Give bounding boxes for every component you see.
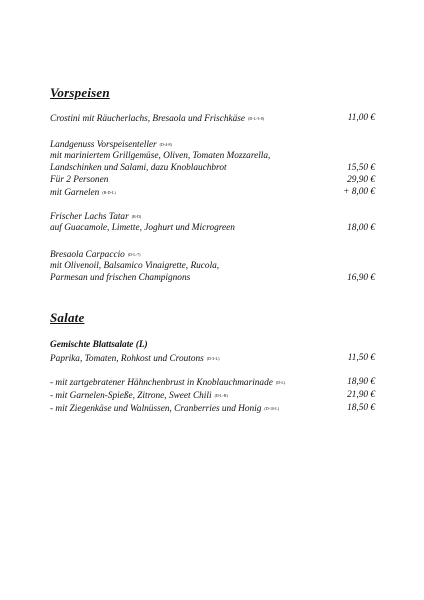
item-text: mit mariniertem Grillgemüse, Oliven, Tomaten Mozzarella, <box>50 151 271 161</box>
allergen-codes: (B-D) <box>131 214 142 219</box>
menu-item-lachs-desc <box>50 222 375 235</box>
allergen-codes: (D-L) <box>275 380 286 385</box>
item-text: Landgenuss Vorspeisenteller <box>50 140 157 150</box>
allergen-codes: (D-L-R) <box>214 393 228 398</box>
menu-item-gemischte-desc <box>50 352 375 365</box>
menu-item-extra-haehnchen <box>50 376 375 389</box>
item-text: mit Garnelen <box>50 188 100 198</box>
item-text: - mit Garnelen-Spieße, Zitrone, Sweet Chili <box>50 391 212 401</box>
item-price: 21,90 € <box>347 390 375 400</box>
item-text: Parmesan und frischen Champignons <box>50 273 191 283</box>
allergen-codes: (R-D-L) <box>102 190 116 195</box>
item-text: mit Olivenoil, Balsamico Vinaigrette, Rucola, <box>50 261 220 271</box>
item-price: 16,90 € <box>347 273 375 283</box>
menu-item-bresaola-desc-2 <box>50 272 375 285</box>
menu-item-crostini <box>50 112 375 125</box>
menu-item-extra-garnelen <box>50 389 375 402</box>
item-text: Für 2 Personen <box>50 175 109 185</box>
item-price: 18,90 € <box>347 377 375 387</box>
item-price: 18,50 € <box>347 403 375 413</box>
allergen-codes: (D-10-L) <box>264 406 280 411</box>
allergen-codes: (D-3-L) <box>206 356 220 361</box>
allergen-codes: (D-4-8) <box>159 142 172 147</box>
item-price: + 8,00 € <box>343 187 375 197</box>
section-title-salate: Salate <box>50 310 85 325</box>
item-price: 18,00 € <box>347 223 375 233</box>
menu-item-gemischte-title <box>50 339 375 352</box>
item-price: 11,50 € <box>347 353 375 363</box>
item-price: 11,00 € <box>347 113 375 123</box>
item-text: Bresaola Carpaccio <box>50 250 125 260</box>
menu-item-landgenuss-garnelen <box>50 186 375 199</box>
menu-item-extra-ziegenkaese <box>50 402 375 415</box>
item-text: Paprika, Tomaten, Rohkost und Croutons <box>50 354 204 364</box>
allergen-codes: (D-L-7) <box>127 252 141 257</box>
item-text: Landschinken und Salami, dazu Knoblauchbrot <box>50 163 227 173</box>
item-text: Crostini mit Räucherlachs, Bresaola und Frischkäse <box>50 114 246 124</box>
allergen-codes: (D-L-3-8) <box>248 116 265 121</box>
item-text: auf Guacamole, Limette, Joghurt und Microgreen <box>50 223 235 233</box>
section-title-vorspeisen: Vorspeisen <box>50 85 110 100</box>
item-text: - mit Ziegenkäse und Walnüssen, Cranberries und Honig <box>50 404 262 414</box>
item-text: Gemischte Blattsalate (L) <box>50 340 148 350</box>
item-text: Frischer Lachs Tatar <box>50 212 129 222</box>
item-price: 15,50 € <box>347 163 375 173</box>
item-text: - mit zartgebratener Hähnchenbrust in Knoblauchmarinade <box>50 378 273 388</box>
item-price: 29,90 € <box>347 175 375 185</box>
